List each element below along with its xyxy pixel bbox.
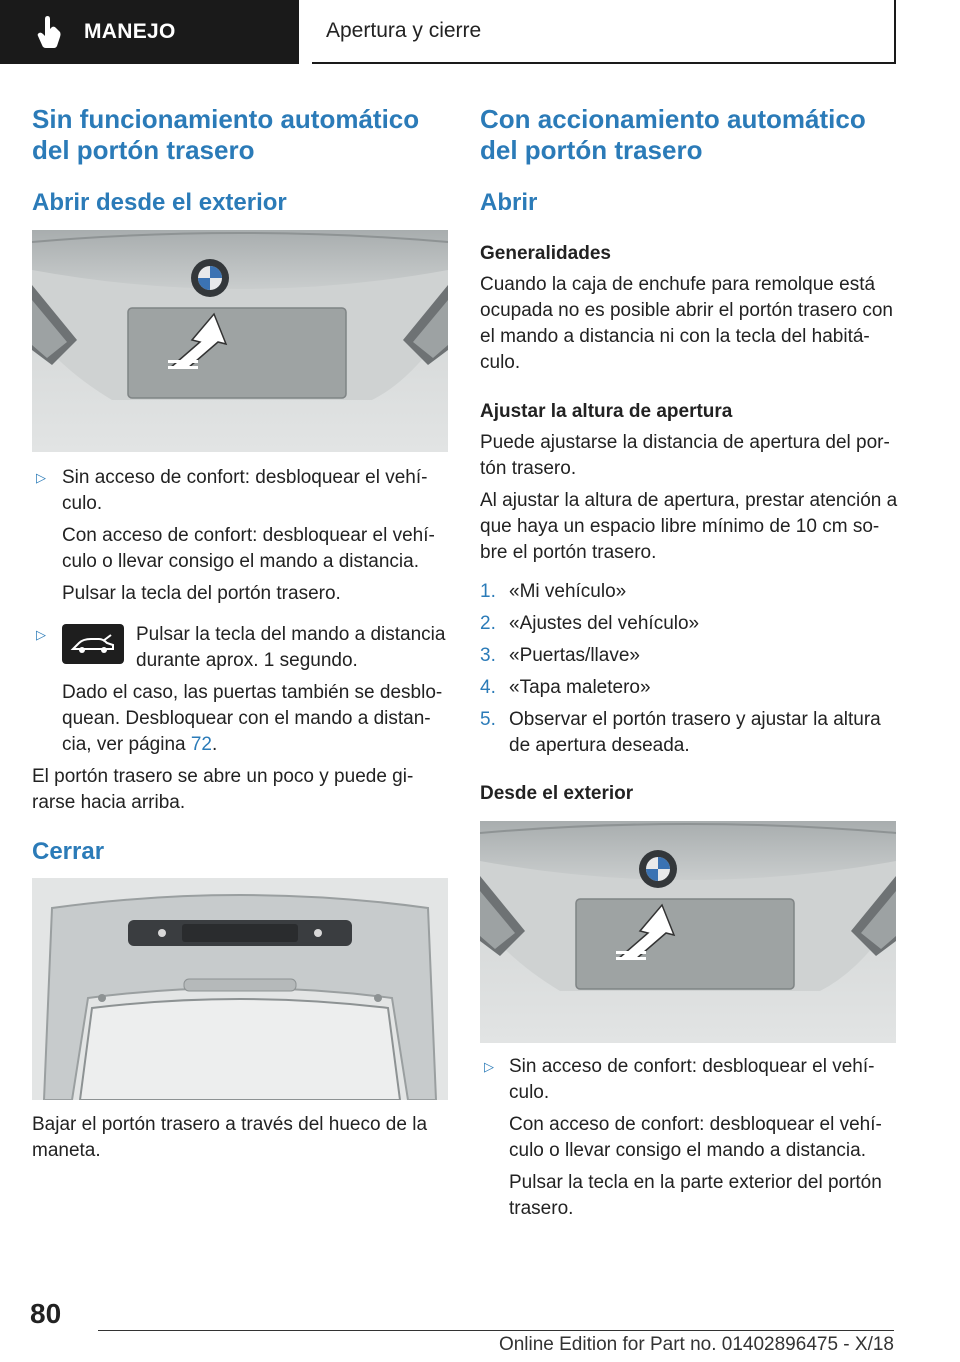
ext-p2-line1: Con acceso de confort: desbloquear el vehí- xyxy=(509,1114,882,1135)
bullet-triangle-icon: ▷ xyxy=(36,627,46,642)
ext-line2: culo. xyxy=(509,1082,550,1103)
ext-p3-line1: Pulsar la tecla en la parte exterior del portón xyxy=(509,1172,882,1193)
bullet2-p2-line3 xyxy=(62,732,217,758)
height-p2-line1: Al ajustar la altura de apertura, prestar atención a xyxy=(480,490,898,511)
step-text: Observar el portón trasero y ajustar la altura xyxy=(509,709,881,730)
ext-line1: Sin acceso de confort: desbloquear el vehí- xyxy=(509,1056,875,1077)
height-p2-line2: que haya un espacio libre mínimo de 10 cm so- xyxy=(480,516,880,537)
left-title: Sin funcionamiento automático del portón trasero xyxy=(32,104,420,165)
bullet2-line2: durante aprox. 1 segundo. xyxy=(136,650,358,671)
tailgate-interior-photo xyxy=(32,878,448,1100)
bullet-triangle-icon: ▷ xyxy=(484,1059,494,1074)
para-line1: El portón trasero se abre un poco y puede gi- xyxy=(32,766,414,787)
left-subtitle-open: Abrir desde el exterior xyxy=(32,189,287,216)
ext-p2-line2: culo o llevar consigo el mando a distancia. xyxy=(509,1140,866,1161)
bullet2-p2-line2: quean. Desbloquear con el mando a distan- xyxy=(62,708,431,729)
tailgate-exterior-photo xyxy=(32,230,448,452)
height-line2: tón trasero. xyxy=(480,458,577,479)
height-line1: Puede ajustarse la distancia de apertura del por- xyxy=(480,432,890,453)
bullet-triangle-icon: ▷ xyxy=(36,470,46,485)
left-subtitle-close: Cerrar xyxy=(32,838,105,865)
step-number: 4. xyxy=(480,677,496,698)
ext-p3-line2: trasero. xyxy=(509,1198,574,1219)
footer-edition: Online Edition for Part no. 01402896475 - X/18 xyxy=(498,1334,894,1355)
header-section-tab xyxy=(0,0,299,64)
bullet1-line2: culo. xyxy=(62,493,103,514)
general-line4: culo. xyxy=(480,352,521,373)
close-line1: Bajar el portón trasero a través del hueco de la xyxy=(32,1114,428,1135)
page-link[interactable]: 72 xyxy=(190,734,212,755)
general-heading: Generalidades xyxy=(480,243,611,264)
exterior-heading: Desde el exterior xyxy=(480,783,634,804)
step-number: 5. xyxy=(480,709,496,730)
bullet2-p2-line1: Dado el caso, las puertas también se desblo- xyxy=(62,682,443,703)
close-line2: maneta. xyxy=(32,1140,101,1161)
bullet1-p3: Pulsar la tecla del portón trasero. xyxy=(62,583,341,604)
step-number: 3. xyxy=(480,645,496,666)
footer-divider xyxy=(98,1330,894,1331)
right-subtitle-open: Abrir xyxy=(480,189,538,216)
general-line1: Cuando la caja de enchufe para remolque está xyxy=(480,274,876,295)
tailgate-exterior-photo-2 xyxy=(480,821,896,1043)
header-chapter-tab xyxy=(312,0,896,64)
step-text: «Tapa maletero» xyxy=(509,677,651,698)
general-line3: el mando a distancia ni con la tecla del habitá- xyxy=(480,326,870,347)
tailgate-key-icon xyxy=(62,624,124,664)
step-text: «Ajustes del vehículo» xyxy=(509,613,700,634)
step-text: «Puertas/llave» xyxy=(509,645,640,666)
chapter-title: Apertura y cierre xyxy=(326,19,482,42)
para-line2: rarse hacia arriba. xyxy=(32,792,186,813)
bullet1-p2-line2: culo o llevar consigo el mando a distancia. xyxy=(62,551,419,572)
step-number: 1. xyxy=(480,581,496,602)
hand-icon xyxy=(34,14,64,50)
step5-line2: de apertura deseada. xyxy=(509,735,690,756)
bullet2-line1: Pulsar la tecla del mando a distancia xyxy=(136,624,446,645)
bullet2-p2-line3-end: . xyxy=(212,734,218,755)
step-number: 2. xyxy=(480,613,496,634)
bullet1-p2-line1: Con acceso de confort: desbloquear el vehí- xyxy=(62,525,435,546)
right-title: Con accionamiento automático del portón trasero xyxy=(480,104,866,165)
bullet2-p2-line3-text: cia, ver página xyxy=(62,734,191,755)
height-heading: Ajustar la altura de apertura xyxy=(480,401,733,422)
section-label: MANEJO xyxy=(84,20,176,43)
height-p2-line3: bre el portón trasero. xyxy=(480,542,657,563)
general-line2: ocupada no es posible abrir el portón trasero con xyxy=(480,300,893,321)
bullet1-line1: Sin acceso de confort: desbloquear el vehí- xyxy=(62,467,428,488)
step-text: «Mi vehículo» xyxy=(509,581,627,602)
page-number: 80 xyxy=(30,1298,62,1329)
